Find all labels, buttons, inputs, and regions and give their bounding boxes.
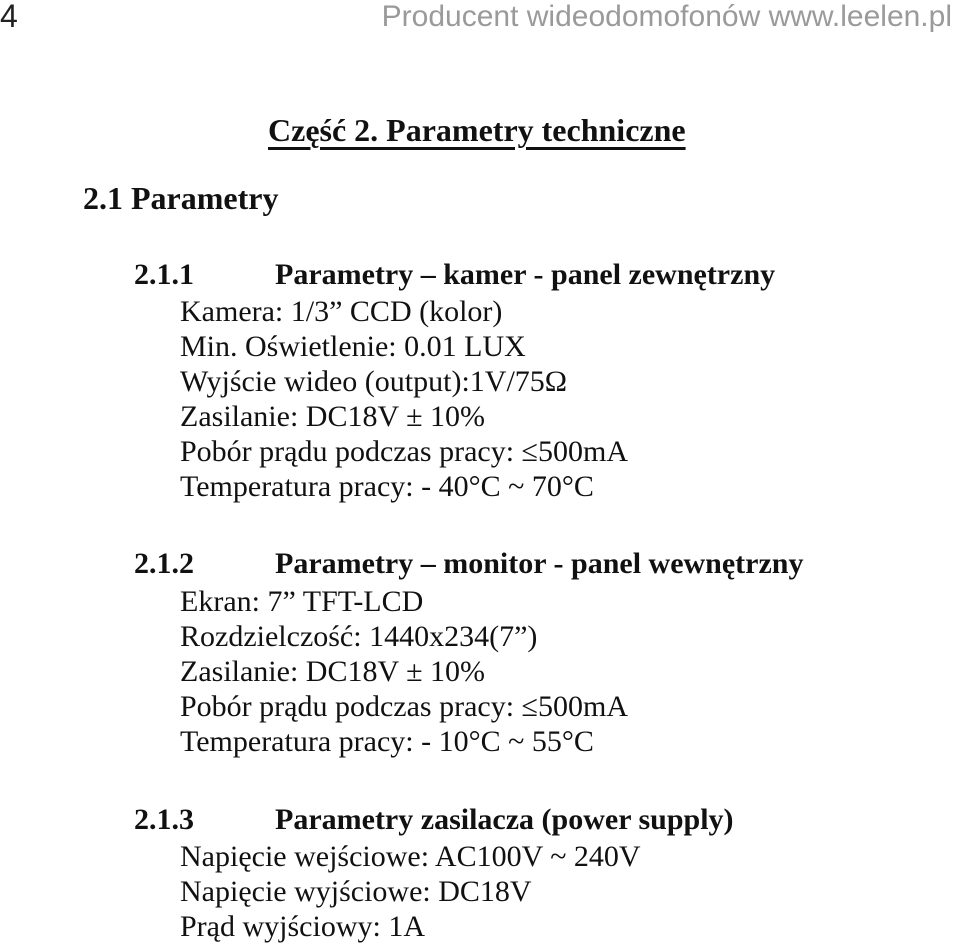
subsection-number: 2.1.1 bbox=[134, 258, 194, 291]
camera-parameters-list bbox=[180, 294, 628, 504]
list-item: Wyjście wideo (output):1V/75Ω bbox=[180, 365, 568, 398]
page-number: 4 bbox=[0, 0, 18, 34]
subsection-number: 2.1.2 bbox=[134, 547, 194, 580]
list-item: Temperatura pracy: - 40°C ~ 70°C bbox=[180, 470, 594, 503]
list-item: Pobór prądu podczas pracy: ≤500mA bbox=[180, 435, 629, 468]
subsection-heading-power-supply bbox=[134, 803, 734, 837]
list-item: Pobór prądu podczas pracy: ≤500mA bbox=[180, 690, 629, 723]
subsection-heading-monitor bbox=[134, 547, 804, 581]
subsection-heading-camera bbox=[134, 258, 775, 292]
part-title: Część 2. Parametry techniczne bbox=[268, 112, 686, 148]
subsection-title: Parametry – kamer - panel zewnętrzny bbox=[275, 258, 776, 291]
monitor-parameters-list bbox=[180, 584, 628, 759]
subsection-title: Parametry – monitor - panel wewnętrzny bbox=[275, 547, 804, 580]
list-item: Napięcie wyjściowe: DC18V bbox=[180, 875, 532, 908]
list-item: Kamera: 1/3” CCD (kolor) bbox=[180, 295, 503, 328]
subsection-number: 2.1.3 bbox=[134, 803, 194, 836]
list-item: Zasilanie: DC18V ± 10% bbox=[180, 655, 486, 688]
list-item: Min. Oświetlenie: 0.01 LUX bbox=[180, 330, 526, 363]
section-title: 2.1 Parametry bbox=[83, 180, 279, 216]
list-item: Temperatura pracy: - 10°C ~ 55°C bbox=[180, 725, 594, 758]
power-supply-parameters-list bbox=[180, 839, 641, 944]
subsection-title: Parametry zasilacza (power supply) bbox=[275, 803, 734, 836]
list-item: Rozdzielczość: 1440x234(7”) bbox=[180, 620, 538, 653]
page-header-title: Producent wideodomofonów www.leelen.pl bbox=[381, 0, 952, 33]
list-item: Prąd wyjściowy: 1A bbox=[180, 910, 425, 943]
list-item: Zasilanie: DC18V ± 10% bbox=[180, 400, 486, 433]
list-item: Ekran: 7” TFT-LCD bbox=[180, 585, 424, 618]
list-item: Napięcie wejściowe: AC100V ~ 240V bbox=[180, 840, 641, 873]
